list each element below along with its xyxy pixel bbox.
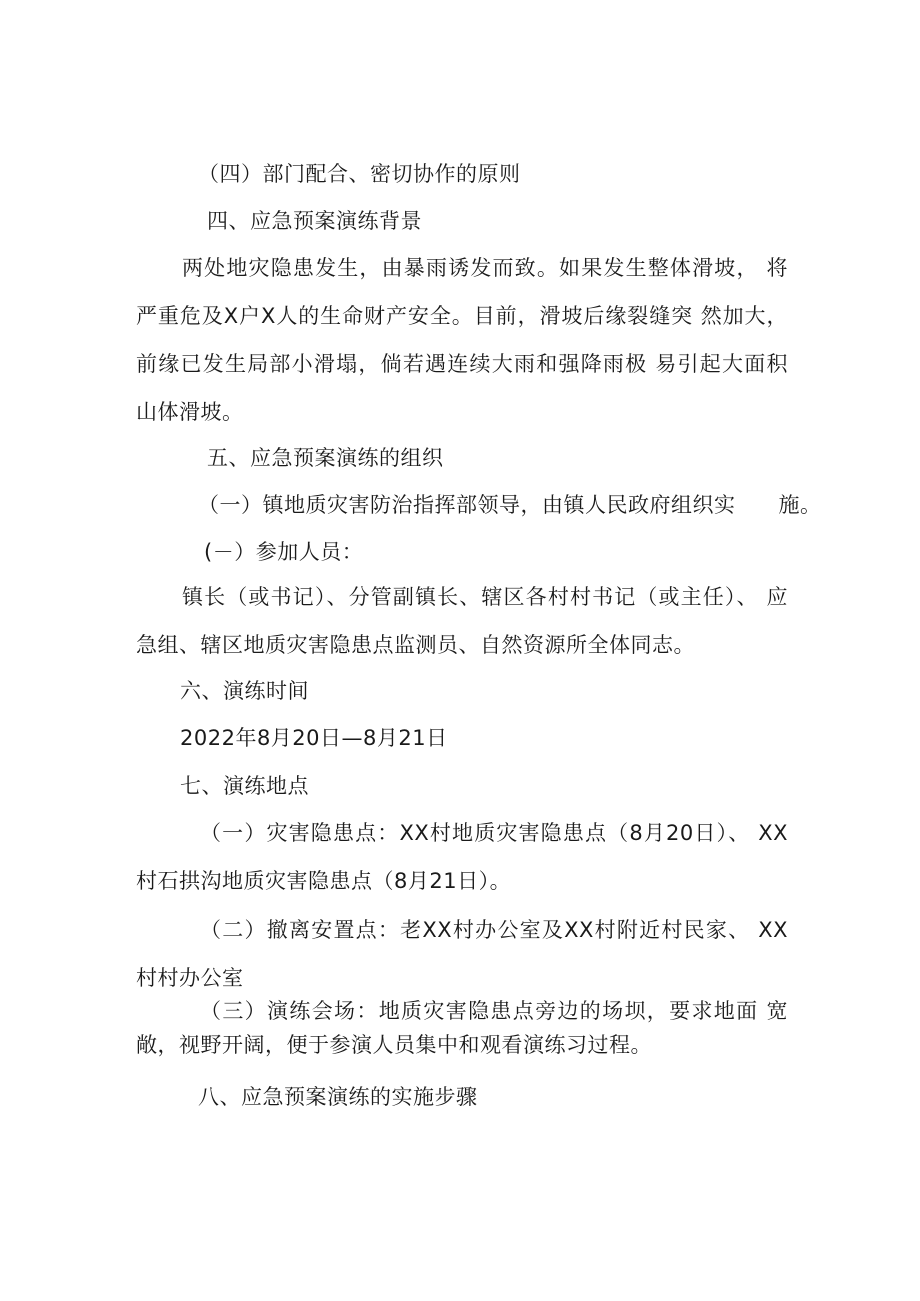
section-heading-8: 八、应急预案演练的实施步骤 (198, 1085, 478, 1109)
org-item-2: (－）参加人员： (204, 540, 364, 564)
drill-time: 2022年8月20日—8月21日 (180, 726, 448, 750)
location-item-1: （一）灾害隐患点：XX村地质灾害隐患点（8月20日）、 XX村石拱沟地质灾害隐患点（8月21日）。 (136, 821, 788, 893)
principle-4-line: （四）部门配合、密切协作的原则 (198, 162, 521, 186)
section-heading-4: 四、应急预案演练背景 (207, 209, 422, 233)
location-item-3: （三）演练会场：地质灾害隐患点旁边的场坝，要求地面 宽敞，视野开阔，便于参演人员集中和观看演练习过程。 (136, 999, 788, 1057)
section-heading-6: 六、演练时间 (180, 679, 309, 703)
participants-paragraph: 镇长（或书记）、分管副镇长、辖区各村村书记（或主任）、 应急组、辖区地质灾害隐患点监测员、自然资源所全体同志。 (136, 585, 788, 657)
background-paragraph: 两处地灾隐患发生，由暴雨诱发而致。如果发生整体滑坡， 将严重危及X户X人的生命财产安全。目前，滑坡后缘裂缝突 然加大，前缘已发生局部小滑塌，倘若遇连续大雨和强降雨极 易引起大面积山体滑坡。 (136, 256, 788, 424)
location-item-2: （二）撤离安置点：老XX村办公室及XX村附近村民家、 XX村村办公室 (136, 918, 788, 990)
org-item-1: （一）镇地质灾害防治指挥部领导，由镇人民政府组织实 施。 (198, 493, 822, 517)
section-heading-7: 七、演练地点 (180, 774, 309, 798)
section-heading-5: 五、应急预案演练的组织 (207, 446, 444, 470)
